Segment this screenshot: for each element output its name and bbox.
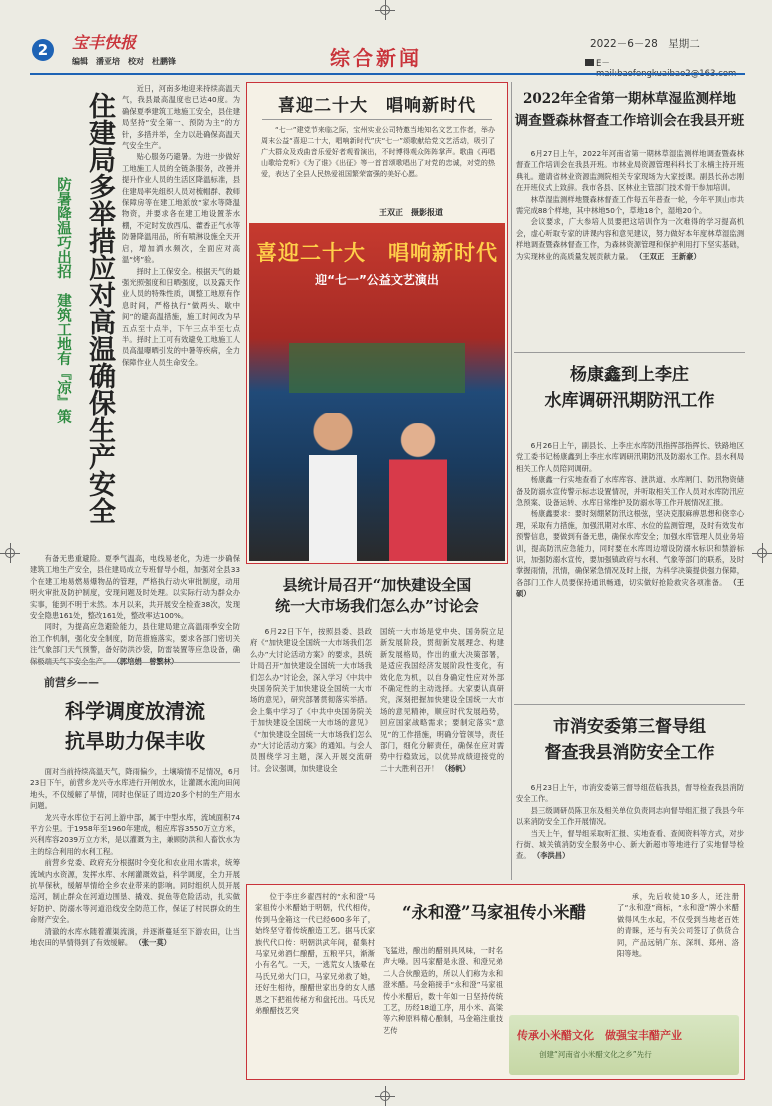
article-body-col1: 位于李庄乡翟西村的“永和澄”马家祖传小米醋始于明朝，代代相传，传到马金箱这一代已经600多年了，始终坚守着传统酿造工艺。据马氏家族代代口传：明朝洪武年间，翟集村马家兄弟酒仁酿醋，五粮平只，渐渐小有名气。一天，一逃荒女人饿晕在马氏兄弟大门口，马家兄弟救了她，还好生相待，酿醋世家出身的女人感恩之下把祖传秘方和盘托出。马氏兄弟酿醋技艺突 bbox=[255, 892, 375, 1016]
article-fire bbox=[514, 708, 745, 880]
ad-line-2: 创建“河南省小米醋文化之乡”先行 bbox=[539, 1050, 652, 1059]
registration-mark-icon bbox=[757, 548, 767, 558]
female-singer bbox=[389, 423, 447, 561]
article-body: 6月27日上午，2022年河南省第一期林草湿监测样地调查暨森林督查工作培训会在我县开班。市林业局资源管理科科长丁永楠主持开班典礼。邀请省林业资源监测院相关专家现场为大家授课。副县长孙志刚在开班仪式上致辞。我市各县、区林业主管部门技术骨干参加培训。 林草湿监测样地暨森林督查工作每五年普查一轮，今年平顶山市共需完成88个样地，其中林地50个，草地18个，湿地20个。 会议要求，广大参培人员要把这培训作为一次难得的学习提高机会，虚心听取专家的讲课内容和意见建议，努力做好本年度林草湿监测样地调查暨森林督查工作，为森林资源管理和保护利用打下坚实基础，为实现林业的高质量发展贡献力量。 （王双正 王新豪） bbox=[516, 149, 744, 261]
ad-line-1: 传承小米醋文化 做强宝丰醋产业 bbox=[517, 1029, 682, 1042]
page-number-badge: 2 bbox=[32, 39, 54, 61]
article-body: 6月26日上午，副县长、上李庄水库防汛指挥部指挥长、铁路地区党工委书记杨康鑫到上李庄水库调研汛期防汛及防溺水工作。县水利局相关工作人员陪同调研。 杨康鑫一行实地查看了水库库容、泄洪道、水库闸门、防汛物资储备及防溺水宣传警示标志设置情况，并听取相关工作人员对水库防汛应急预案、设备运转、水库日常维护及防溺水等工作开展情况汇报。 杨康鑫要求：要时刻绷紧防汛这根弦，坚决克服麻痹思想和侥幸心理，采取有力措施，加强汛期对水库、水位的监测管理，及时有效发布预警信息，要做到有备无患，确保水库安全；加强水库管理人员业务培训，提高防汛应急能力，同时要在水库周边增设防溺水标识和禁游标识，加强防溺水宣传，要加强镇政府与水利、气象等部门的联系，及时掌握雨情，汛情，确保紧急情况及时上报，为科学决策提供强力保障，各部门工作人员要保持通讯畅通，切实做好抢险救灾各项准备。 （王硕） bbox=[516, 441, 744, 599]
header-rule bbox=[30, 73, 745, 75]
article-body: 近日，河南多地迎来持续高温天气，我县最高温度也已达40度。为确保夏季建筑工地施工安全，县住建局坚持“安全第一、预防为主”的方针，多措并举，全力以赴确保高温天气安全生产。 贴心服务巧避暑。为进一步做好工地施工人员的全链条服务，改善并提升作业人员的生活区降温标准，县住建局率先组织人员对梳帽群、教师保障房等在建工地派放“家水等降温物资，并要求各在建工地设置茶水棚，不定时发放西瓜、藿香正气水等防暑降温用品，所有喷淋设施全天开启，增加洒水频次，全面应对高温“烤”验。 择时上工保安全。根据天气的最强光照强度和日晒强度，以及露天作业人员的特殊性质，调整工地原有作息时间，严格执行“做两头、歇中间”的避高温措施，施工时间改为早五点至十点半，下午三点半至七点半。择时上工可有效避免工地施工人员高温曝晒引发的中暑等疾病，全力保障作业人员生命安全。 bbox=[122, 84, 240, 367]
issue-date: 2022－6－28 星期二 bbox=[590, 38, 700, 50]
article-headline: 科学调度放清流 抗旱助力保丰收 bbox=[65, 699, 205, 753]
envelope-icon bbox=[585, 59, 594, 66]
column-divider bbox=[511, 82, 512, 880]
divider bbox=[262, 119, 492, 120]
article-headline: 杨康鑫到上李庄 水库调研汛期防汛工作 bbox=[544, 365, 715, 411]
byline: （王双正 王新豪） bbox=[635, 251, 701, 261]
article-body-col2: 飞猛进，酿出的醋别具风味，一时名声大噪。因马家醋是永澄、和澄兄弟二人合伙酿造的，所以人们称为永和澄米醋。马金箱接手“永和澄”马家祖传小米醋后，数十年如一日坚持传统工艺，历经18道工序，用小米、高粱等六种原料精心酿制，马金箱注重技艺传 bbox=[383, 946, 503, 1035]
article-flood bbox=[514, 356, 745, 696]
registration-mark-icon bbox=[380, 5, 390, 15]
article-headline: 喜迎二十大 唱响新时代 bbox=[278, 96, 476, 116]
editor-line: 编辑 潘亚培 校对 杜鹏锋 bbox=[72, 57, 176, 66]
article-body-col2: 国统一大市场是党中央、国务院立足新发展阶段，贯彻新发展理念、构建新发展格局，作出的重大决策部署，是适应我国经济发展阶段性变化，有效化危为机，以自身确定性应对外部不确定性的主动选择。大家要认真研究，深刻把握加快建设全国统一大市场的意见精神，顺应时代发展趋势，回应国家战略需求；要制定落实“意见”的工作措施，明确分管领导，责任部门，细化分解责任，确保在应对需势中行稳致远，以优异成绩迎接党的二十大胜利召开！ （杨帆） bbox=[380, 627, 504, 773]
article-headline: 县统计局召开“加快建设全国 统一大市场我们怎么办”讨论会 bbox=[275, 576, 479, 615]
article-headline: 市消安委第三督导组 督查我县消防安全工作 bbox=[544, 717, 715, 763]
stage-banner-text: 喜迎二十大 唱响新时代 bbox=[256, 240, 498, 265]
article-headline: 2022年全省第一期林草湿监测样地 调查暨森林督查工作培训会在我县开班 bbox=[514, 91, 745, 129]
byline: （李洪昌） bbox=[532, 851, 570, 861]
male-singer bbox=[309, 413, 357, 561]
byline: （杨帆） bbox=[440, 763, 470, 773]
vinegar-ad-banner bbox=[509, 1015, 739, 1075]
article-body: 面对当前持续高温天气，降雨偏少，土壤墒情不足情况，6月23日下午，前营乡龙兴寺水库进行开闸放水，让灌溉水流向田间地头，不仅缓解了旱情，同时也保证了周边20多个村的生产用水问题。 龙兴寺水库位于石河上游中部，属于中型水库，流域面积74平方公里。于1958年至1960年建成，相应库容3550万立方米，兴利库容2039万立方米，是以灌溉为主，兼顾防洪和人畜饮水为主的综合利用的水利工程。 前营乡党委、政府充分根据时令变化和农业用水需求，统筹流域内水资源，发挥水库、水闸灌溉效益，科学调度，全力开展抗旱保秋，缓解旱情给全乡农业带来的影响。同时组织人员开展巡河，制止群众在河道边围垦、撬戏、捉鱼等危险活动，扎实做好防护、防溺水等河道沿线安全防范工作，保证了村民群众的生命财产安全。 清澈的水库水随着灌渠流淌，并逐渐蔓延至下游农田，让当地农田的旱情得到了有效缓解。 （张一莫） bbox=[30, 767, 240, 948]
divider bbox=[514, 352, 745, 353]
article-body-col3: 承，先后收徒10多人，还注册了“永和澄”商标，“永和澄”牌小米醋做得风生水起，不仅受到当地老百姓的青睐，还与有关公司签订了供货合同，产品远销广东、深圳、郑州、洛阳等地。 bbox=[617, 892, 739, 959]
article-vinegar bbox=[246, 884, 745, 1080]
article-science bbox=[30, 666, 240, 1080]
article-headline: “永和澄”马家祖传小米醋 bbox=[402, 903, 586, 922]
byline: （张一莫） bbox=[134, 938, 171, 948]
contact-email: E－ bbox=[596, 59, 610, 69]
stage-banner-subtext: 迎“七一”公益文艺演出 bbox=[315, 273, 439, 287]
registration-mark-icon bbox=[380, 1091, 390, 1101]
byline: （王硕） bbox=[516, 577, 744, 599]
page-header bbox=[30, 30, 745, 72]
article-kicker: 前营乡—— bbox=[44, 676, 99, 689]
divider bbox=[30, 662, 240, 663]
byline: 王双正 摄影报道 bbox=[379, 208, 443, 217]
article-forest bbox=[514, 82, 745, 350]
paper-logo: 宝丰快报 bbox=[72, 33, 137, 52]
registration-mark-icon bbox=[5, 548, 15, 558]
article-high-temp bbox=[30, 80, 240, 658]
article-body: “七一”建党节来临之际，宝州实业公司特邀当地知名文艺工作者，举办周末公益“喜迎二十大，唱响新时代”庆“七一”颂歌献给党文艺活动，吸引了广大群众及戏曲音乐爱好者观看演出，不时博得观众阵阵掌声。歌曲《再唱山歌给党听》《为了谁》《出征》等一首首颂歌唱出了对党的忠诚，对党的热爱，表达了全县人民热爱祖国繁荣富强的美好心愿。 bbox=[261, 126, 495, 178]
article-body: 有备无患重避险。夏季气温高，电线易老化，为进一步确保建筑工地生产安全，县住建局成立专班督导小组，加强对全县33个在建工地易燃易爆物品的管理，严格执行动火审批制度，动用明火审批及防护制度，安现问题及时处理。以实际行动为群众办实事，能到不明于未然。本月以来，共开展安全检查38次，发现安全隐患161处，整改161处，整改率达100%。 同时，为提高应急避险能力，县住建局建立高温雨季安全防治工作机制，强化安全制度，防范措施落实，要求各部门密切关注气象部门天气预警，备好防洪沙袋，防雷装置等应急设备，确 bbox=[30, 553, 240, 678]
stage-screen bbox=[289, 343, 465, 393]
article-stats bbox=[246, 570, 508, 870]
divider bbox=[514, 704, 745, 705]
section-title: 综合新闻 bbox=[330, 46, 422, 70]
photo-report-box bbox=[246, 82, 508, 564]
article-body: 6月23日上午，市消安委第三督导组莅临我县，督导检查我县消防安全工作。 县三级调研员陈卫东及相关单位负责同志向督导组汇报了我县今年以来消防安全工作开展情况。 当天上午，督导组采取听汇报、实地查看、查阅资料等方式，对步行街、城关镇消防安全服务中心、新大新超市等地进行了实地督导检查。 （李洪昌） bbox=[516, 783, 744, 861]
article-headline: 住建局多举措应对高温确保生产安全 bbox=[84, 92, 115, 524]
stage-photo bbox=[249, 223, 505, 561]
article-body-col1: 6月22日下午，按照县委、县政府《“加快建设全国统一大市场我们怎么办”大讨论活动方案》的要求，县统计局召开“加快建设全国统一大市场我们怎么办”讨论会，深入学习《中共中央国务院关于加快建设全国统一大市场的意见》，研究部署贯彻落实举措。会上集中学习了《中共中央国务院关于加快建设全国统一大市场的意见》《“加快建设全国统一大市场我们怎么办”大讨论活动方案》的通知。与会人员围绕学习主题，深入开展交流研讨。会议强调，加快建设全 bbox=[250, 627, 372, 773]
article-subheadline: 防暑降温巧出招 建筑工地有『凉』策 bbox=[55, 177, 72, 424]
